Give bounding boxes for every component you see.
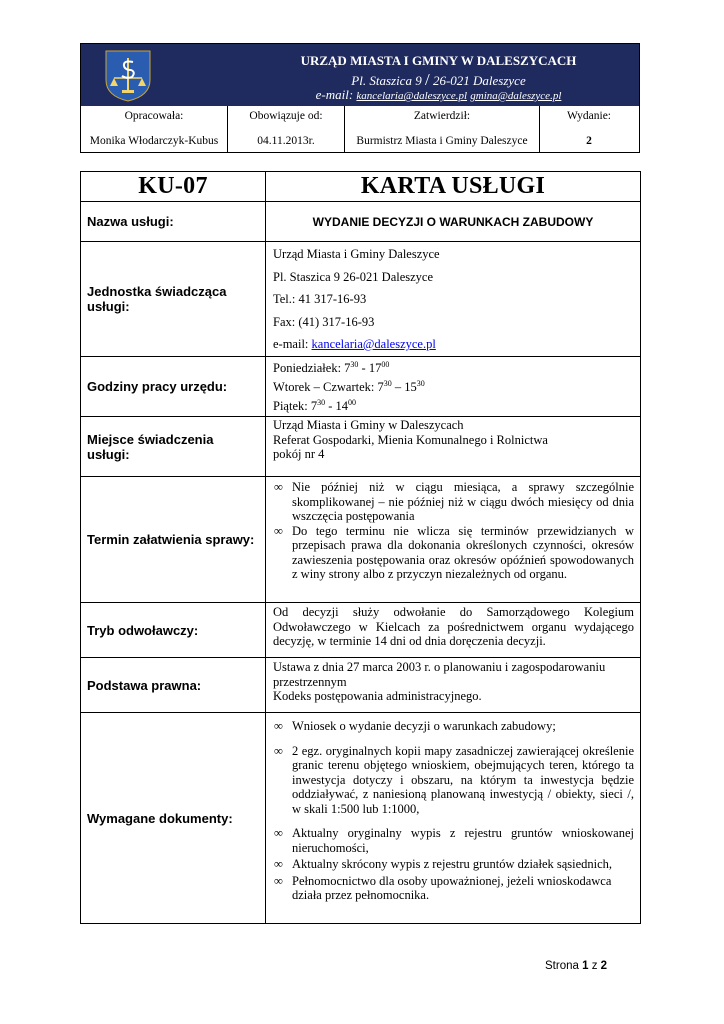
card-title: KARTA USŁUGI (266, 172, 641, 202)
hours-value (266, 357, 641, 417)
hours-dash: – (391, 380, 405, 394)
meta-value: 2 (586, 135, 592, 147)
hours-monday (273, 359, 634, 378)
appeal-label: Tryb odwoławczy: (81, 603, 266, 658)
service-name-label: Nazwa usługi: (81, 202, 266, 242)
page-of: z (591, 960, 598, 972)
meta-label: Opracowała: (124, 110, 184, 122)
meta-value: 04.11.2013r. (257, 135, 315, 147)
office-email (241, 87, 636, 103)
list-item-text: 2 egz. oryginalnych kopii mapy zasadniczej zawierającej określenie granic terenu objętego wnioskiem, obejmujących teren, którego ta inwestycja dotyczy i obszaru, na którym ta inwestycja będzie oddziaływać, z naniesioną planowaną inwestycją / obiekty, sieci /, w skali 1:500 lub 1:1000, (292, 743, 634, 816)
hours-from: 7 (377, 380, 384, 394)
hours-dash: - (325, 399, 336, 413)
infinity-bullet-icon: ∞ (274, 480, 283, 494)
coat-of-arms-icon (105, 50, 151, 102)
unit-line: Urząd Miasta i Gminy Daleszyce (273, 247, 440, 261)
hours-day: Piątek: (273, 399, 308, 413)
meta-value: Monika Włodarczyk-Kubus (89, 135, 219, 147)
infinity-bullet-icon: ∞ (274, 826, 283, 840)
unit-line: Tel.: 41 317-16-93 (273, 292, 367, 306)
page-number (545, 960, 607, 972)
place-line: pokój nr 4 (273, 447, 325, 461)
legal-label: Podstawa prawna: (81, 658, 266, 713)
email-label: e-mail: (315, 87, 354, 102)
hours-friday (273, 397, 634, 416)
list-item (273, 826, 634, 855)
total-pages: 2 (600, 960, 608, 972)
meta-value: Burmistrz Miasta i Gminy Daleszyce (356, 135, 528, 147)
list-item-text: Wniosek o wydanie decyzji o warunkach zabudowy; (292, 719, 556, 733)
place-line: Urząd Miasta i Gminy w Daleszycach (273, 418, 464, 432)
unit-email-link[interactable]: kancelaria@daleszyce.pl (311, 337, 436, 351)
documents-list (273, 719, 634, 903)
office-postal: 26-021 Daleszyce (432, 73, 526, 88)
card-code: KU-07 (81, 172, 266, 202)
hours-dash: - (358, 361, 369, 375)
hours-day: Wtorek – Czwartek: (273, 380, 375, 394)
hours-from: 7 (344, 361, 351, 375)
hours-from-min: 30 (317, 397, 326, 407)
hours-to-min: 00 (348, 397, 357, 407)
list-item (273, 719, 634, 734)
hours-to: 14 (335, 399, 349, 413)
meta-prepared-by (81, 106, 228, 152)
deadline-label: Termin załatwienia sprawy: (81, 477, 266, 603)
documents-label: Wymagane dokumenty: (81, 713, 266, 924)
hours-from-min: 30 (350, 359, 359, 369)
unit-value (266, 242, 641, 357)
list-item (273, 744, 634, 817)
infinity-bullet-icon: ∞ (274, 873, 283, 888)
legal-line: Ustawa z dnia 27 marca 2003 r. o planowaniu i zagospodarowaniu przestrzennym (273, 660, 606, 689)
place-label: Miejsce świadczenia usługi: (81, 417, 266, 477)
list-item (273, 857, 634, 872)
meta-approved-by (345, 106, 540, 152)
office-street: Pl. Staszica 9 (351, 73, 422, 88)
list-item (273, 480, 634, 524)
email-link-kancelaria[interactable]: kancelaria@daleszyce.pl (356, 90, 468, 102)
legal-line: Kodeks postępowania administracyjnego. (273, 689, 482, 703)
hours-label: Godziny pracy urzędu: (81, 357, 266, 417)
unit-email-line (273, 333, 634, 356)
unit-line: Fax: (41) 317-16-93 (273, 314, 375, 329)
infinity-bullet-icon: ∞ (274, 743, 283, 758)
place-value (266, 417, 641, 477)
hours-to: 17 (368, 361, 382, 375)
meta-edition (540, 106, 638, 152)
page-label: Strona (545, 960, 579, 972)
hours-from-min: 30 (383, 378, 392, 388)
unit-line: Pl. Staszica 9 26-021 Daleszyce (273, 269, 434, 284)
list-item-text: Pełnomocnictwo dla osoby upoważnionej, jeżeli wnioskodawca działa przez pełnomocnika. (292, 873, 612, 902)
hours-to: 15 (404, 380, 417, 394)
list-item (273, 524, 634, 582)
list-item (273, 874, 634, 903)
hours-from: 7 (310, 399, 318, 413)
legal-value (266, 658, 641, 713)
place-line: Referat Gospodarki, Mienia Komunalnego i Rolnictwa (273, 432, 548, 447)
office-name: URZĄD MIASTA I GMINY W DALESZYCACH (300, 53, 577, 68)
deadline-list (273, 480, 634, 582)
document-meta-row (81, 106, 639, 152)
hours-to-min: 30 (416, 378, 425, 388)
list-item-text: Do tego terminu nie wlicza się terminów przewidzianych w przepisach prawa dla dokonania określonych czynności, okresów zawieszenia postępowania oraz okresów opóźnień spowodowanych z winy strony albo z przyczyn niezależnych od organu. (292, 523, 634, 581)
documents-value (266, 713, 641, 924)
unit-label: Jednostka świadcząca usługi: (81, 242, 266, 357)
address-separator: / (424, 70, 430, 89)
unit-email-label: e-mail: (273, 337, 309, 351)
current-page: 1 (582, 960, 589, 972)
list-item-text: Nie później niż w ciągu miesiąca, a sprawy szczególnie skomplikowanej – nie później niż w ciągu dwóch miesięcy od dnia wszczęcia postępowania (292, 480, 634, 523)
document-header (80, 43, 640, 153)
meta-label: Wydanie: (566, 110, 611, 122)
infinity-bullet-icon: ∞ (274, 523, 283, 538)
header-banner (81, 44, 639, 106)
service-card-table (80, 171, 641, 924)
list-item-text: Aktualny skrócony wypis z rejestru gruntów działek sąsiednich, (292, 857, 613, 871)
infinity-bullet-icon: ∞ (274, 857, 283, 871)
hours-tue-thu (273, 378, 634, 397)
email-link-gmina[interactable]: gmina@daleszyce.pl (470, 90, 562, 102)
hours-to-min: 00 (381, 359, 390, 369)
service-name-value: WYDANIE DECYZJI O WARUNKACH ZABUDOWY (266, 202, 641, 242)
meta-label: Obowiązuje od: (249, 110, 323, 122)
meta-label: Zatwierdził: (413, 110, 471, 122)
infinity-bullet-icon: ∞ (274, 719, 283, 733)
meta-effective-from (228, 106, 345, 152)
list-item-text: Aktualny oryginalny wypis z rejestru gruntów wnioskowanej nieruchomości, (292, 826, 634, 855)
appeal-value: Od decyzji służy odwołanie do Samorządowego Kolegium Odwoławczego w Kielcach za pośrednictwem organu wydającego decyzję, w terminie 14 dni od dnia doręczenia decyzji. (266, 603, 641, 658)
hours-day: Poniedziałek: (273, 361, 342, 375)
deadline-value (266, 477, 641, 603)
